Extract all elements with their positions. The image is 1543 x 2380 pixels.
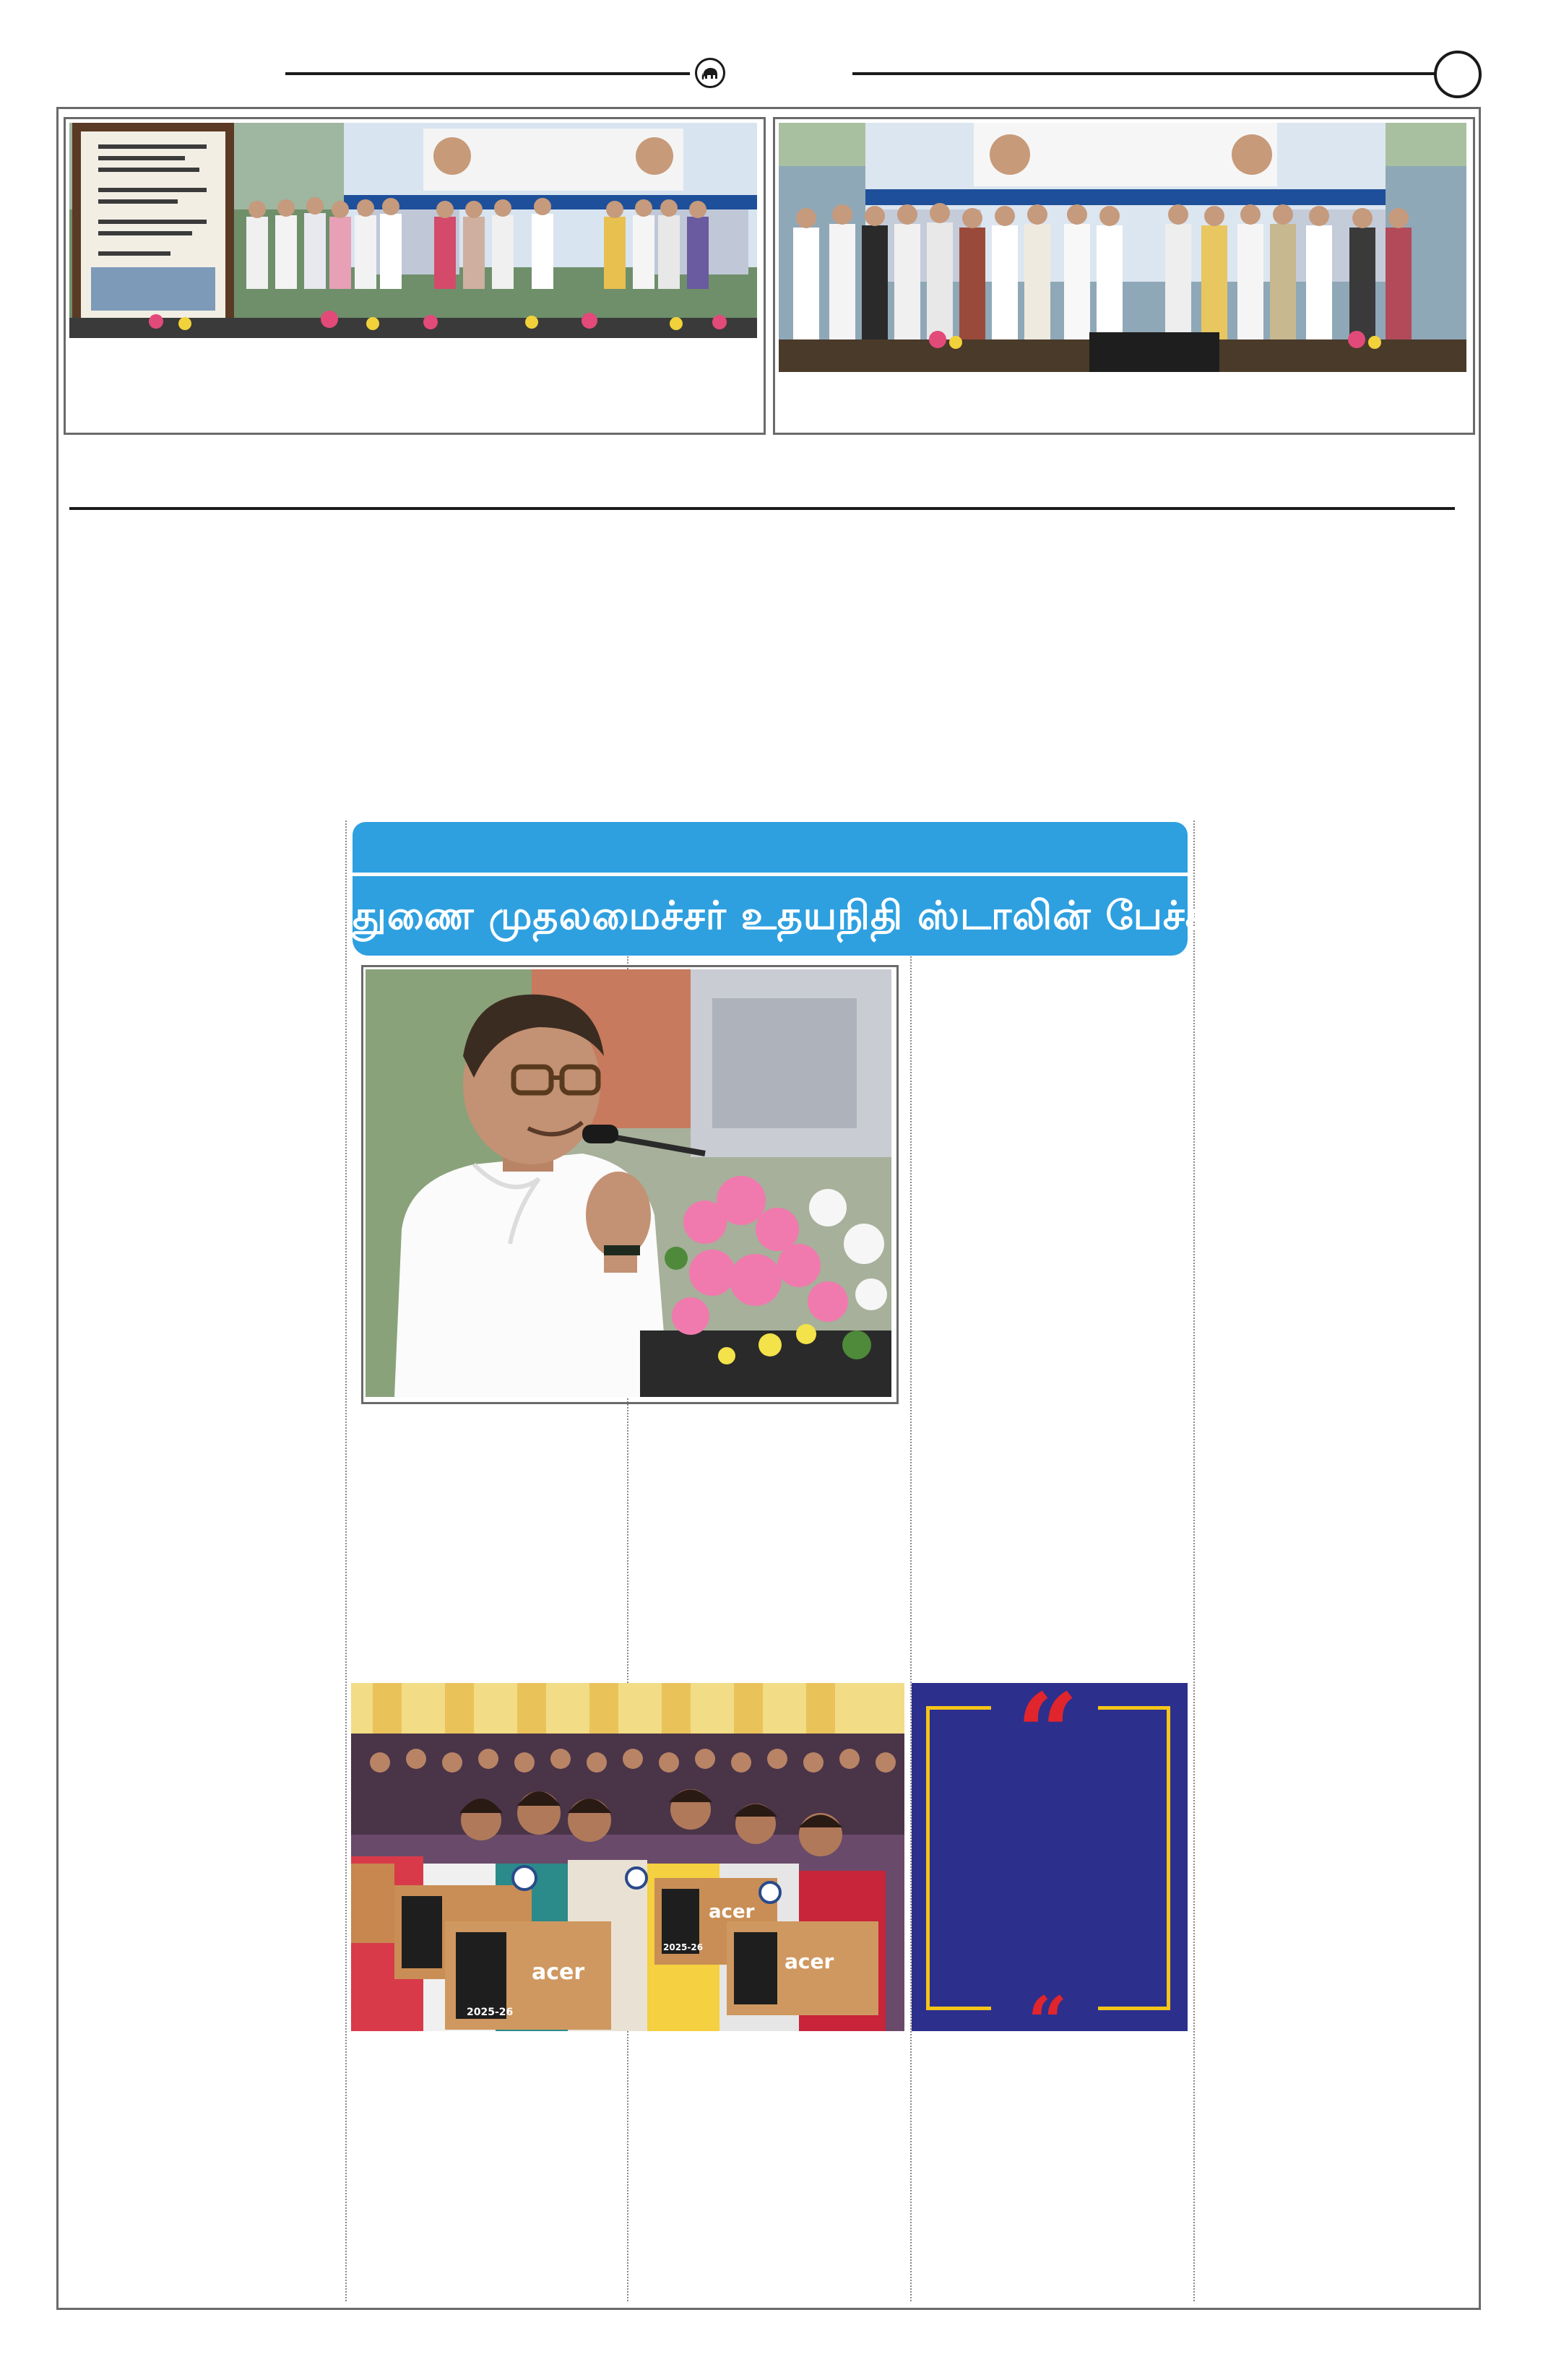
- svg-text:acer: acer: [532, 1960, 585, 1985]
- headline-banner: [353, 874, 1212, 956]
- quote-frame-bottom-right: [1098, 2007, 1170, 2010]
- svg-text:2025-26: 2025-26: [663, 1942, 704, 1952]
- speaker-at-podium-photo: [366, 969, 891, 1397]
- section-divider-rule: [69, 507, 1455, 510]
- elephant-logo-icon: [695, 58, 725, 88]
- quote-frame-bottom-left: [926, 2007, 991, 2010]
- top-right-event-photo: [779, 123, 1466, 372]
- column-rule-3: [910, 953, 912, 2301]
- header-rule-right: [852, 72, 1436, 75]
- students-with-laptops-photo: [351, 1683, 904, 2031]
- column-rule-1: [345, 821, 347, 2301]
- close-quote-mark: “: [1027, 1981, 1068, 2063]
- quote-frame-top-left: [926, 1706, 991, 1710]
- quote-frame-left: [926, 1706, 930, 2009]
- top-left-event-photo: [69, 123, 757, 338]
- header-rule-left: [285, 72, 690, 75]
- open-quote-mark: “: [1016, 1670, 1079, 1797]
- quote-frame-right: [1167, 1706, 1170, 2009]
- headline-text: துணை முதலமைச்சர் உதயநிதி ஸ்டாலின் பேச்சு: [353, 893, 1212, 938]
- quote-frame-top-right: [1098, 1706, 1170, 1710]
- svg-text:acer: acer: [785, 1950, 834, 1973]
- headline-banner-top: [353, 822, 1188, 873]
- column-rule-4: [1193, 821, 1195, 2301]
- svg-text:acer: acer: [709, 1901, 755, 1923]
- page-number-circle-icon: [1434, 51, 1482, 98]
- svg-text:2025-26: 2025-26: [467, 2007, 514, 2018]
